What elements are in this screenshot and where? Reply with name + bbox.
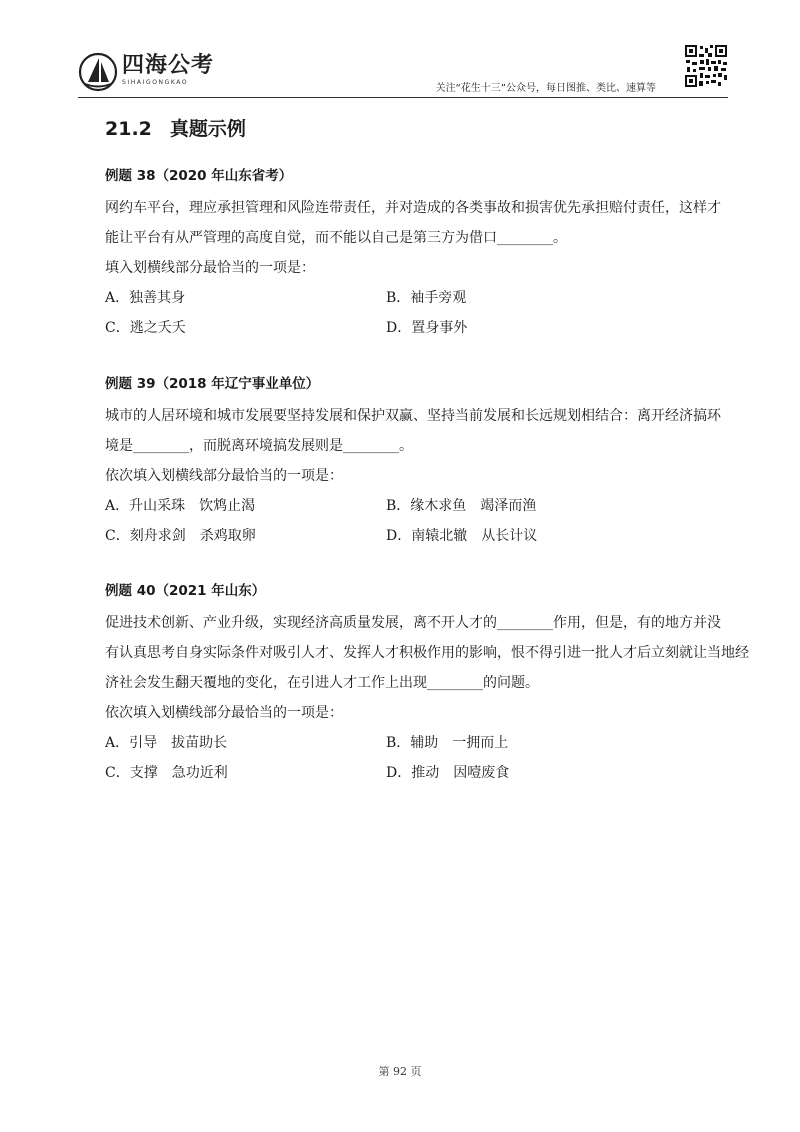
question-text-line: 城市的人居环境和城市发展要坚持发展和保护双赢、坚持当前发展和长远规划相结合：离开经济搞环 — [105, 408, 721, 424]
example-title: 例题 40（2021 年山东） — [105, 583, 266, 599]
option-c: C．支撑 急功近利 — [105, 765, 228, 781]
question-text-line: 济社会发生翻天覆地的变化，在引进人才工作上出现________的问题。 — [105, 675, 539, 691]
option-d: D．南辕北辙 从长计议 — [386, 528, 538, 544]
options-row — [105, 521, 725, 551]
page-header — [78, 40, 728, 98]
section-title — [105, 114, 246, 141]
question-prompt: 填入划横线部分最恰当的一项是： — [105, 260, 315, 276]
header-divider — [78, 97, 728, 98]
options-row — [105, 491, 725, 521]
section-number: 21.2 — [105, 118, 152, 140]
example-40 — [105, 581, 749, 788]
options-row — [105, 313, 725, 343]
options-row — [105, 758, 725, 788]
option-c: C．逃之夭夭 — [105, 320, 186, 336]
question-text-line: 能让平台有从严管理的高度自觉，而不能以自己是第三方为借口________。 — [105, 230, 567, 246]
option-b: B．辅助 一拥而上 — [386, 735, 509, 751]
options-row — [105, 283, 725, 313]
example-title: 例题 38（2020 年山东省考） — [105, 168, 293, 184]
option-a: A．升山采珠 饮鸩止渴 — [105, 498, 256, 514]
example-39 — [105, 374, 725, 551]
page-number: 第 92 页 — [378, 1065, 422, 1078]
question-prompt: 依次填入划横线部分最恰当的一项是： — [105, 468, 343, 484]
question-text-line: 有认真思考自身实际条件对吸引人才、发挥人才积极作用的影响，恨不得引进一批人才后立刻就让当地经 — [105, 645, 749, 661]
example-title: 例题 39（2018 年辽宁事业单位） — [105, 376, 320, 392]
option-b: B．袖手旁观 — [386, 290, 467, 306]
section-heading: 真题示例 — [169, 118, 246, 140]
sailboat-logo-icon — [78, 52, 118, 92]
qr-code-icon — [684, 44, 728, 88]
question-text-line: 境是________，而脱离环境搞发展则是________。 — [105, 438, 413, 454]
brand-name-pinyin: SIHAIGONGKAO — [122, 79, 189, 86]
option-b: B．缘木求鱼 竭泽而渔 — [386, 498, 537, 514]
option-d: D．置身事外 — [386, 320, 468, 336]
option-c: C．刻舟求剑 杀鸡取卵 — [105, 528, 256, 544]
header-slogan: 关注“花生十三”公众号，每日图推、类比、速算等 — [435, 83, 656, 94]
option-a: A．独善其身 — [105, 290, 186, 306]
question-text-line: 网约车平台，理应承担管理和风险连带责任，并对造成的各类事故和损害优先承担赔付责任，这样才 — [105, 200, 721, 216]
question-text-line: 促进技术创新、产业升级，实现经济高质量发展，离不开人才的________作用，但是，有的地方并没 — [105, 615, 721, 631]
brand-name: 四海公考 — [122, 53, 215, 78]
options-row — [105, 728, 725, 758]
option-d: D．推动 因噎废食 — [386, 765, 510, 781]
example-38 — [105, 166, 725, 343]
option-a: A．引导 拔苗助长 — [105, 735, 228, 751]
brand — [122, 54, 214, 86]
question-prompt: 依次填入划横线部分最恰当的一项是： — [105, 705, 343, 721]
